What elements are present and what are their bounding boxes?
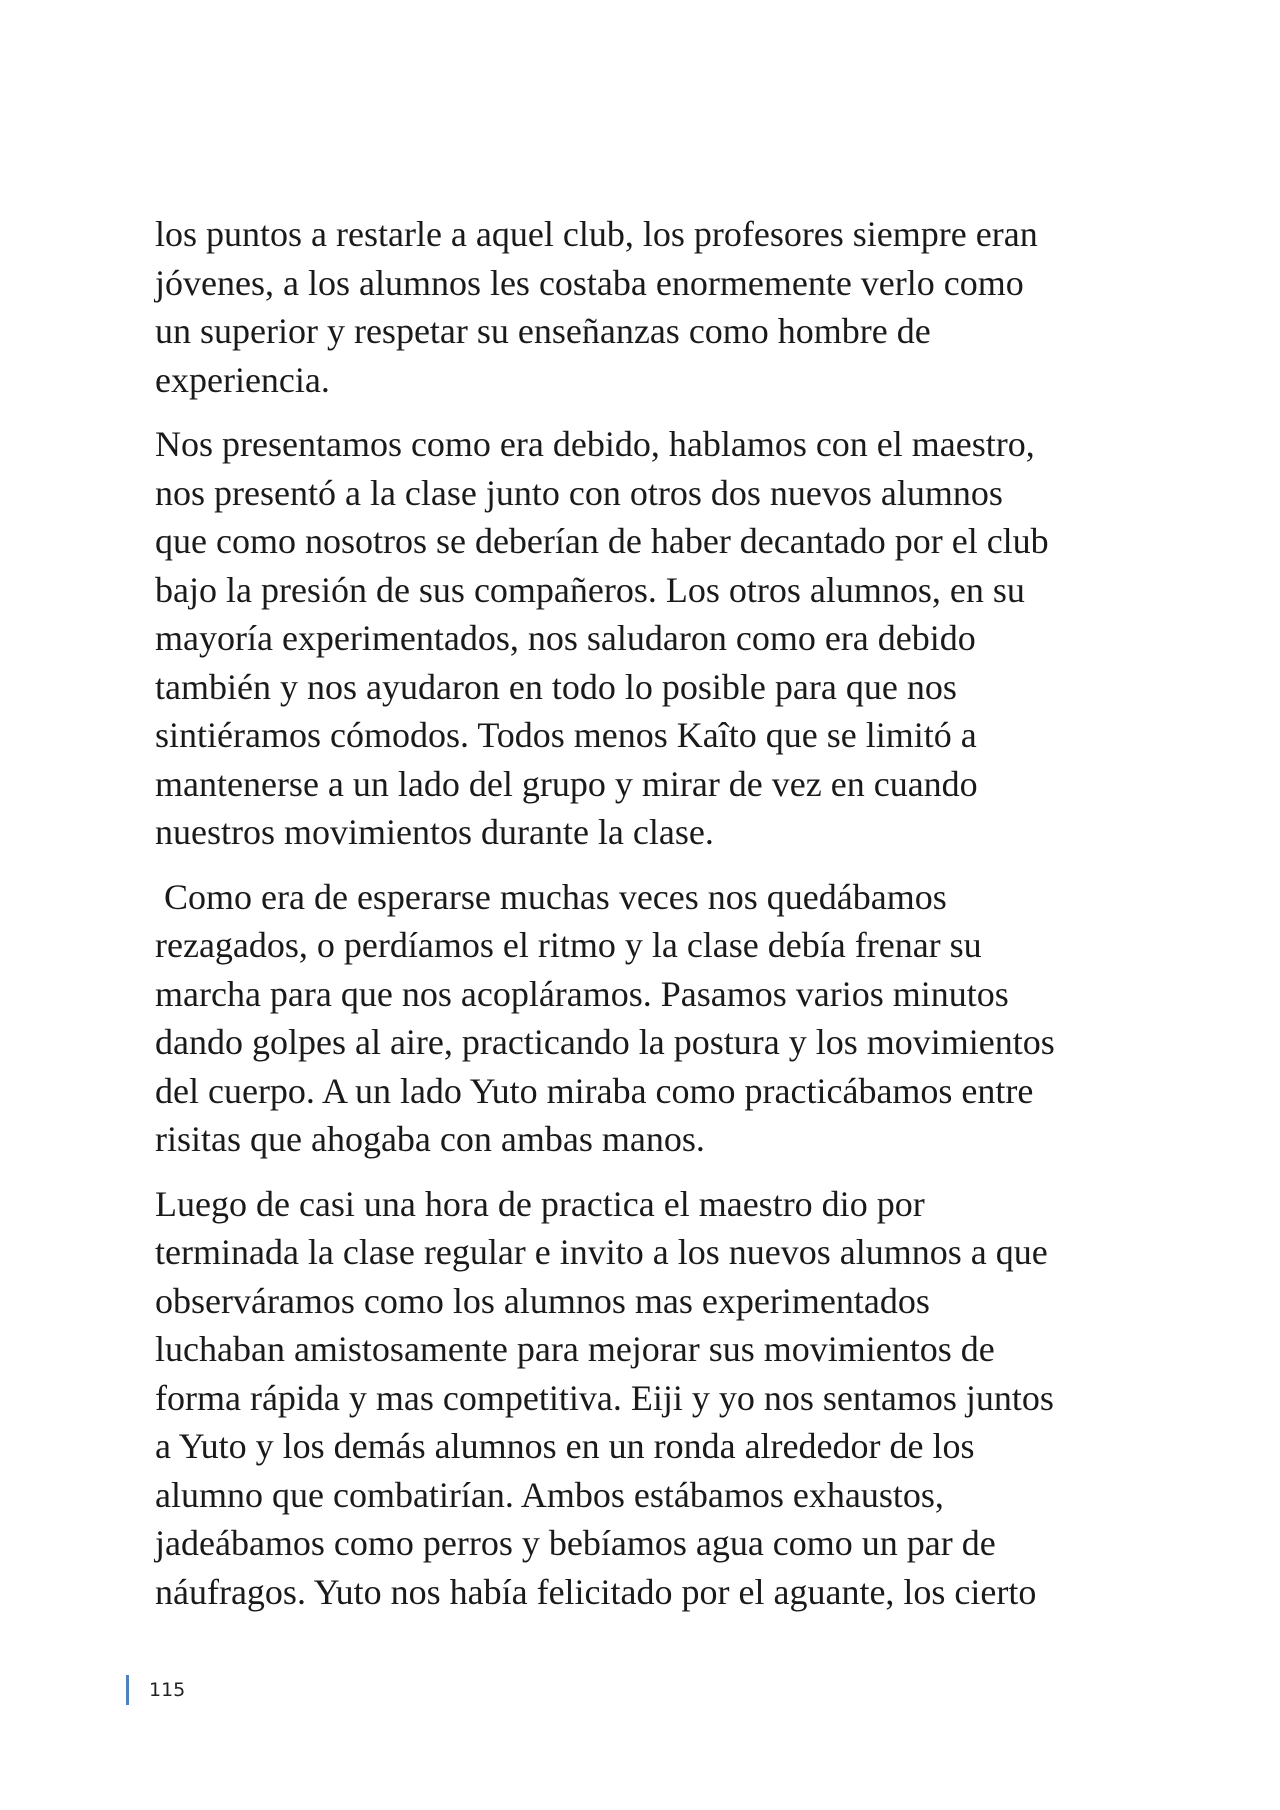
text-line: mantenerse a un lado del grupo y mirar de vez en cuando xyxy=(155,763,978,804)
body-text xyxy=(155,210,1155,1632)
text-line: los puntos a restarle a aquel club, los profesores siempre eran xyxy=(155,214,1038,254)
text-line: mayoría experimentados, nos saludaron como era debido xyxy=(155,618,976,658)
footer-accent-bar xyxy=(126,1675,129,1705)
text-line: dando golpes al aire, practicando la postura y los movimientos xyxy=(155,1022,1055,1062)
text-line: forma rápida y mas competitiva. Eiji y yo nos sentamos juntos xyxy=(155,1377,1054,1418)
text-line: jadeábamos como perros y bebíamos agua como un par de xyxy=(155,1523,996,1563)
text-line: náufragos. Yuto nos había felicitado por el aguante, los cierto xyxy=(155,1571,1037,1612)
text-line: Nos presentamos como era debido, hablamos con el maestro, xyxy=(155,424,1035,464)
page-footer xyxy=(126,1675,185,1705)
paragraph-2 xyxy=(155,420,1155,857)
paragraph-4 xyxy=(155,1180,1155,1617)
text-line: alumno que combatirían. Ambos estábamos exhaustos, xyxy=(155,1474,944,1515)
text-line: experiencia. xyxy=(155,359,330,400)
text-line: bajo la presión de sus compañeros. Los otros alumnos, en su xyxy=(155,569,1025,610)
text-line: Luego de casi una hora de practica el maestro dio por xyxy=(155,1183,925,1224)
paragraph-3 xyxy=(155,873,1155,1164)
text-line: un superior y respetar su enseñanzas como hombre de xyxy=(155,311,931,351)
text-line: terminada la clase regular e invito a los nuevos alumnos a que xyxy=(155,1232,1048,1272)
text-line: a Yuto y los demás alumnos en un ronda alrededor de los xyxy=(155,1426,975,1466)
text-line: nos presentó a la clase junto con otros dos nuevos alumnos xyxy=(155,472,1003,513)
text-line: nuestros movimientos durante la clase. xyxy=(155,812,714,852)
text-line: marcha para que nos acopláramos. Pasamos varios minutos xyxy=(155,973,1009,1014)
text-line: observáramos como los alumnos mas experimentados xyxy=(155,1280,930,1321)
text-line: que como nosotros se deberían de haber decantado por el club xyxy=(155,521,1049,561)
text-line: Como era de esperarse muchas veces nos quedábamos xyxy=(155,876,947,917)
paragraph-1 xyxy=(155,210,1155,404)
text-line: risitas que ahogaba con ambas manos. xyxy=(155,1119,705,1159)
text-line: del cuerpo. A un lado Yuto miraba como practicábamos entre xyxy=(155,1070,1034,1111)
text-line: jóvenes, a los alumnos les costaba enormemente verlo como xyxy=(155,262,1024,303)
text-line: también y nos ayudaron en todo lo posible para que nos xyxy=(155,666,957,707)
text-line: rezagados, o perdíamos el ritmo y la clase debía frenar su xyxy=(155,925,982,965)
text-line: sintiéramos cómodos. Todos menos Kaîto que se limitó a xyxy=(155,715,977,755)
page-number: 115 xyxy=(149,1679,186,1701)
text-line: luchaban amistosamente para mejorar sus movimientos de xyxy=(155,1329,995,1369)
